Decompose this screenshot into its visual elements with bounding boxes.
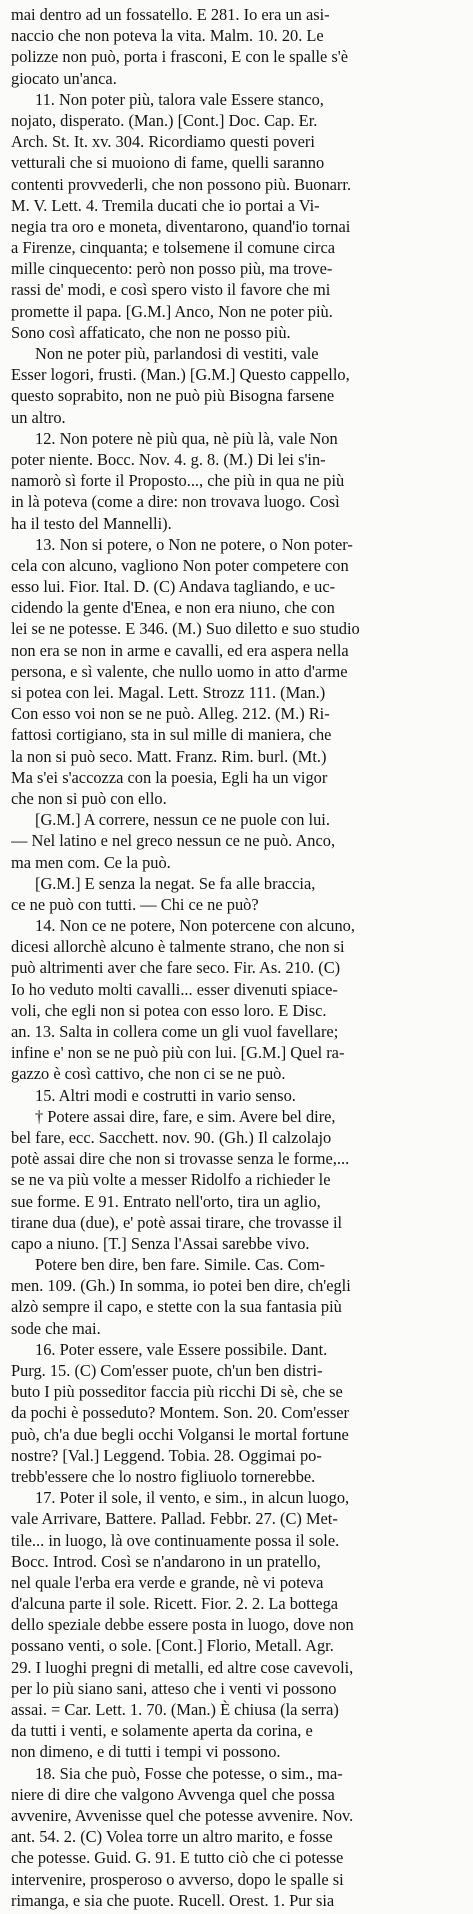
text-line: persona, e sì valente, che nullo uomo in atto d'arme — [11, 661, 348, 681]
text-line: vale Arrivare, Battere. Pallad. Febbr. 27. (C) Met- — [11, 1509, 338, 1529]
text-line: per lo più siano sani, atteso che i venti vi possono — [11, 1678, 337, 1698]
text-line: dicesi allorchè alcuno è talmente strano, che non si — [11, 937, 345, 957]
text-line: poter niente. Bocc. Nov. 4. g. 8. (M.) Di lei s'in- — [11, 449, 326, 469]
text-line: mille cinquecento: però non posso più, ma trove- — [11, 259, 333, 279]
text-line: Sono così affaticato, che non ne posso più. — [11, 322, 291, 342]
text-line: rassi de' modi, e così spero visto il favore che mi — [11, 280, 331, 300]
text-line: Non ne poter più, parlandosi di vestiti, vale — [35, 344, 319, 363]
text-line: an. 13. Salta in collera come un gli vuol favellare; — [11, 1022, 339, 1041]
text-line: la non si può seco. Matt. Franz. Rim. burl. (Mt.) — [11, 746, 327, 766]
text-line: a Firenze, cinquanta; e tolsemene il comune circa — [11, 238, 336, 258]
text-line: nostre? [Val.] Leggend. Tobia. 28. Oggimai po- — [11, 1445, 322, 1465]
text-line: Purg. 15. (C) Com'esser puote, ch'un ben distri- — [11, 1361, 323, 1380]
text-line: sue forme. E 91. Entrato nell'orto, tira un aglio, — [11, 1191, 321, 1211]
text-line: giocato un'anca. — [11, 68, 117, 88]
text-line: capo a niuno. [T.] Senza l'Assai sarebbe vivo. — [11, 1233, 310, 1253]
text-line: gazzo è così cattivo, che non ci se ne può. — [11, 1064, 286, 1084]
text-line: 11. Non poter più, talora vale Essere stanco, — [35, 89, 324, 109]
text-line: Ma s'ei s'accozza con la poesia, Egli ha un vigor — [11, 767, 328, 787]
text-line: 14. Non ce ne potere, Non potercene con alcuno, — [35, 916, 355, 936]
text-line: contenti provvederli, che non possono più. Buonarr. — [11, 174, 352, 194]
text-line: avvenire, Avvenisse quel che potesse avvenire. Nov. — [11, 1805, 354, 1825]
text-line: 12. Non potere nè più qua, nè più là, vale Non — [35, 428, 338, 448]
text-line: voli, che egli non si potea con esso loro. E Disc. — [11, 1000, 327, 1020]
text-line: promette il papa. [G.M.] Anco, Non ne poter più. — [11, 301, 333, 321]
text-line: ma men com. Ce la può. — [11, 852, 171, 872]
text-line: negia tra oro e moneta, diventarono, quand'io tornai — [11, 216, 351, 236]
text-line: vetturali che si muoiono di fame, quelli saranno — [11, 153, 325, 173]
text-line: 16. Poter essere, vale Essere possibile. Dant. — [35, 1339, 328, 1359]
text-line: potè assai dire che non si trovasse senza le forme,... — [11, 1149, 350, 1169]
text-line: Bocc. Introd. Così se n'andarono in un pratello, — [11, 1551, 321, 1571]
text-line: non era se non in arme e cavalli, ed era aspera nella — [11, 640, 349, 660]
text-line: Potere ben dire, ben fare. Simile. Cas. Com- — [35, 1255, 325, 1275]
text-line: tirane dua (due), e' potè assai tirare, che trovasse il — [11, 1212, 343, 1232]
text-line: trebb'essere che lo nostro figliuolo tornerebbe. — [11, 1466, 316, 1486]
text-line: 17. Poter il sole, il vento, e sim., in alcun luogo, — [35, 1488, 350, 1508]
text-line: nel quale l'erba era verde e grande, nè vi poteva — [11, 1572, 324, 1592]
text-line: può, ch'a due begli occhi Volgansi le mortal fortune — [11, 1424, 349, 1444]
text-line: possano venti, o sole. [Cont.] Florio, Metall. Agr. — [11, 1636, 334, 1656]
text-line: esso lui. Fior. Ital. D. (C) Andava tagliando, e uc- — [11, 577, 336, 597]
text-line: da tutti i venti, e solamente aperta da corina, e — [11, 1721, 313, 1741]
text-line: in là poteva (come a dire: non trovava luogo. Così — [11, 492, 340, 512]
text-line: bel fare, ecc. Sacchett. nov. 90. (Gh.) Il calzolajo — [11, 1127, 332, 1147]
text-line: men. 109. (Gh.) In somma, io potei ben dire, ch'egli — [11, 1276, 351, 1296]
text-line: che potesse. Guid. G. 91. E tutto ciò che ci potesse — [11, 1848, 344, 1868]
text-line: Io ho veduto molti cavalli... esser divenuti spiace- — [11, 979, 338, 999]
text-line: 29. I luoghi pregni di metalli, ed altre cose cavevoli, — [11, 1657, 354, 1677]
text-line: 15. Altri modi e costrutti in vario senso. — [35, 1085, 296, 1105]
text-line: dello speziale debbe essere posta in luogo, dove non — [11, 1615, 354, 1635]
text-line: sode che mai. — [11, 1318, 101, 1338]
text-line: si potea con lei. Magal. Lett. Strozz 111. (Man.) — [11, 683, 326, 702]
text-line: non dimeno, e di tutti i tempi vi possono. — [11, 1742, 281, 1762]
text-line: nojato, disperato. (Man.) [Cont.] Doc. Cap. Er. — [11, 110, 318, 130]
text-line: fattosi cortigiano, sta in sul mille di maniera, che — [11, 725, 332, 745]
text-line: intervenire, prosperoso o avverso, dopo le spalle si — [11, 1869, 344, 1889]
text-line: un altro. — [11, 407, 66, 427]
text-line: [G.M.] E senza la negat. Se fa alle braccia, — [35, 873, 316, 893]
text-line: polizze non può, porta i frasconi, E con le spalle s'è — [11, 47, 349, 67]
text-line: infine e' non se ne può più con lui. [G.M.] Quel ra- — [11, 1043, 345, 1063]
text-line: Esser logori, frusti. (Man.) [G.M.] Questo cappello, — [11, 365, 350, 385]
text-line: Arch. St. It. xv. 304. Ricordiamo questi poveri — [11, 132, 315, 152]
text-line: ce ne può con tutti. — Chi ce ne può? — [11, 894, 259, 914]
text-line: M. V. Lett. 4. Tremila ducati che io portai a Vi- — [11, 195, 320, 215]
text-line: ha il testo del Mannelli). — [11, 513, 172, 533]
text-line: d'alcuna parte il sole. Ricett. Fior. 2. 2. La bottega — [11, 1594, 339, 1614]
text-line: niere di dire che valgono Avvenga quel che possa — [11, 1784, 335, 1804]
text-line: 13. Non si potere, o Non ne potere, o Non poter- — [35, 534, 353, 554]
text-line: da pochi è posseduto? Montem. Son. 20. Com'esser — [11, 1403, 350, 1423]
text-line: alzò sempre il capo, e stette con la sua fantasia più — [11, 1297, 342, 1317]
text-line: cela con alcuno, vagliono Non poter competere con — [11, 555, 349, 575]
text-line: [G.M.] A correre, nessun ce ne puole con lui. — [35, 810, 330, 830]
text-line: che non si può con ello. — [11, 788, 167, 808]
text-line: namorò sì forte il Proposto..., che più in qua ne più — [11, 471, 345, 491]
text-line: cidendo la gente d'Enea, e non era niuno, che con — [11, 598, 335, 618]
text-line: 18. Sia che può, Fosse che potesse, o sim., ma- — [35, 1763, 343, 1783]
text-line: † Potere assai dire, fare, e sim. Avere bel dire, — [35, 1106, 336, 1126]
text-line: rimanga, e sia che puote. Rucell. Orest. 1. Pur sia — [11, 1890, 335, 1910]
text-line: Con esso voi non se ne può. Alleg. 212. (M.) Ri- — [11, 704, 330, 724]
text-line: naccio che non poteva la vita. Malm. 10. 20. Le — [11, 26, 324, 46]
text-line: buto I più posseditor faccia più ricchi Di sè, che se — [11, 1382, 343, 1402]
text-line: mai dentro ad un fossatello. E 281. Io era un asi- — [11, 5, 330, 24]
text-line: tile... in luogo, là ove continuamente possa il sole. — [11, 1530, 340, 1550]
text-line: questo soprabito, non ne può più Bisogna farsene — [11, 386, 335, 406]
text-line: se ne va più volte a messer Ridolfo a richieder le — [11, 1170, 331, 1190]
text-line: — Nel latino e nel greco nessun ce ne può. Anco, — [11, 831, 336, 851]
text-line: assai. = Car. Lett. 1. 70. (Man.) È chiusa (la serra) — [11, 1700, 339, 1719]
text-line: ant. 54. 2. (C) Volea torre un altro marito, e fosse — [11, 1827, 333, 1847]
text-line: può altrimenti aver che fare seco. Fir. As. 210. (C) — [11, 958, 341, 978]
text-line: lei se ne potesse. E 346. (M.) Suo diletto e suo studio — [11, 619, 360, 639]
